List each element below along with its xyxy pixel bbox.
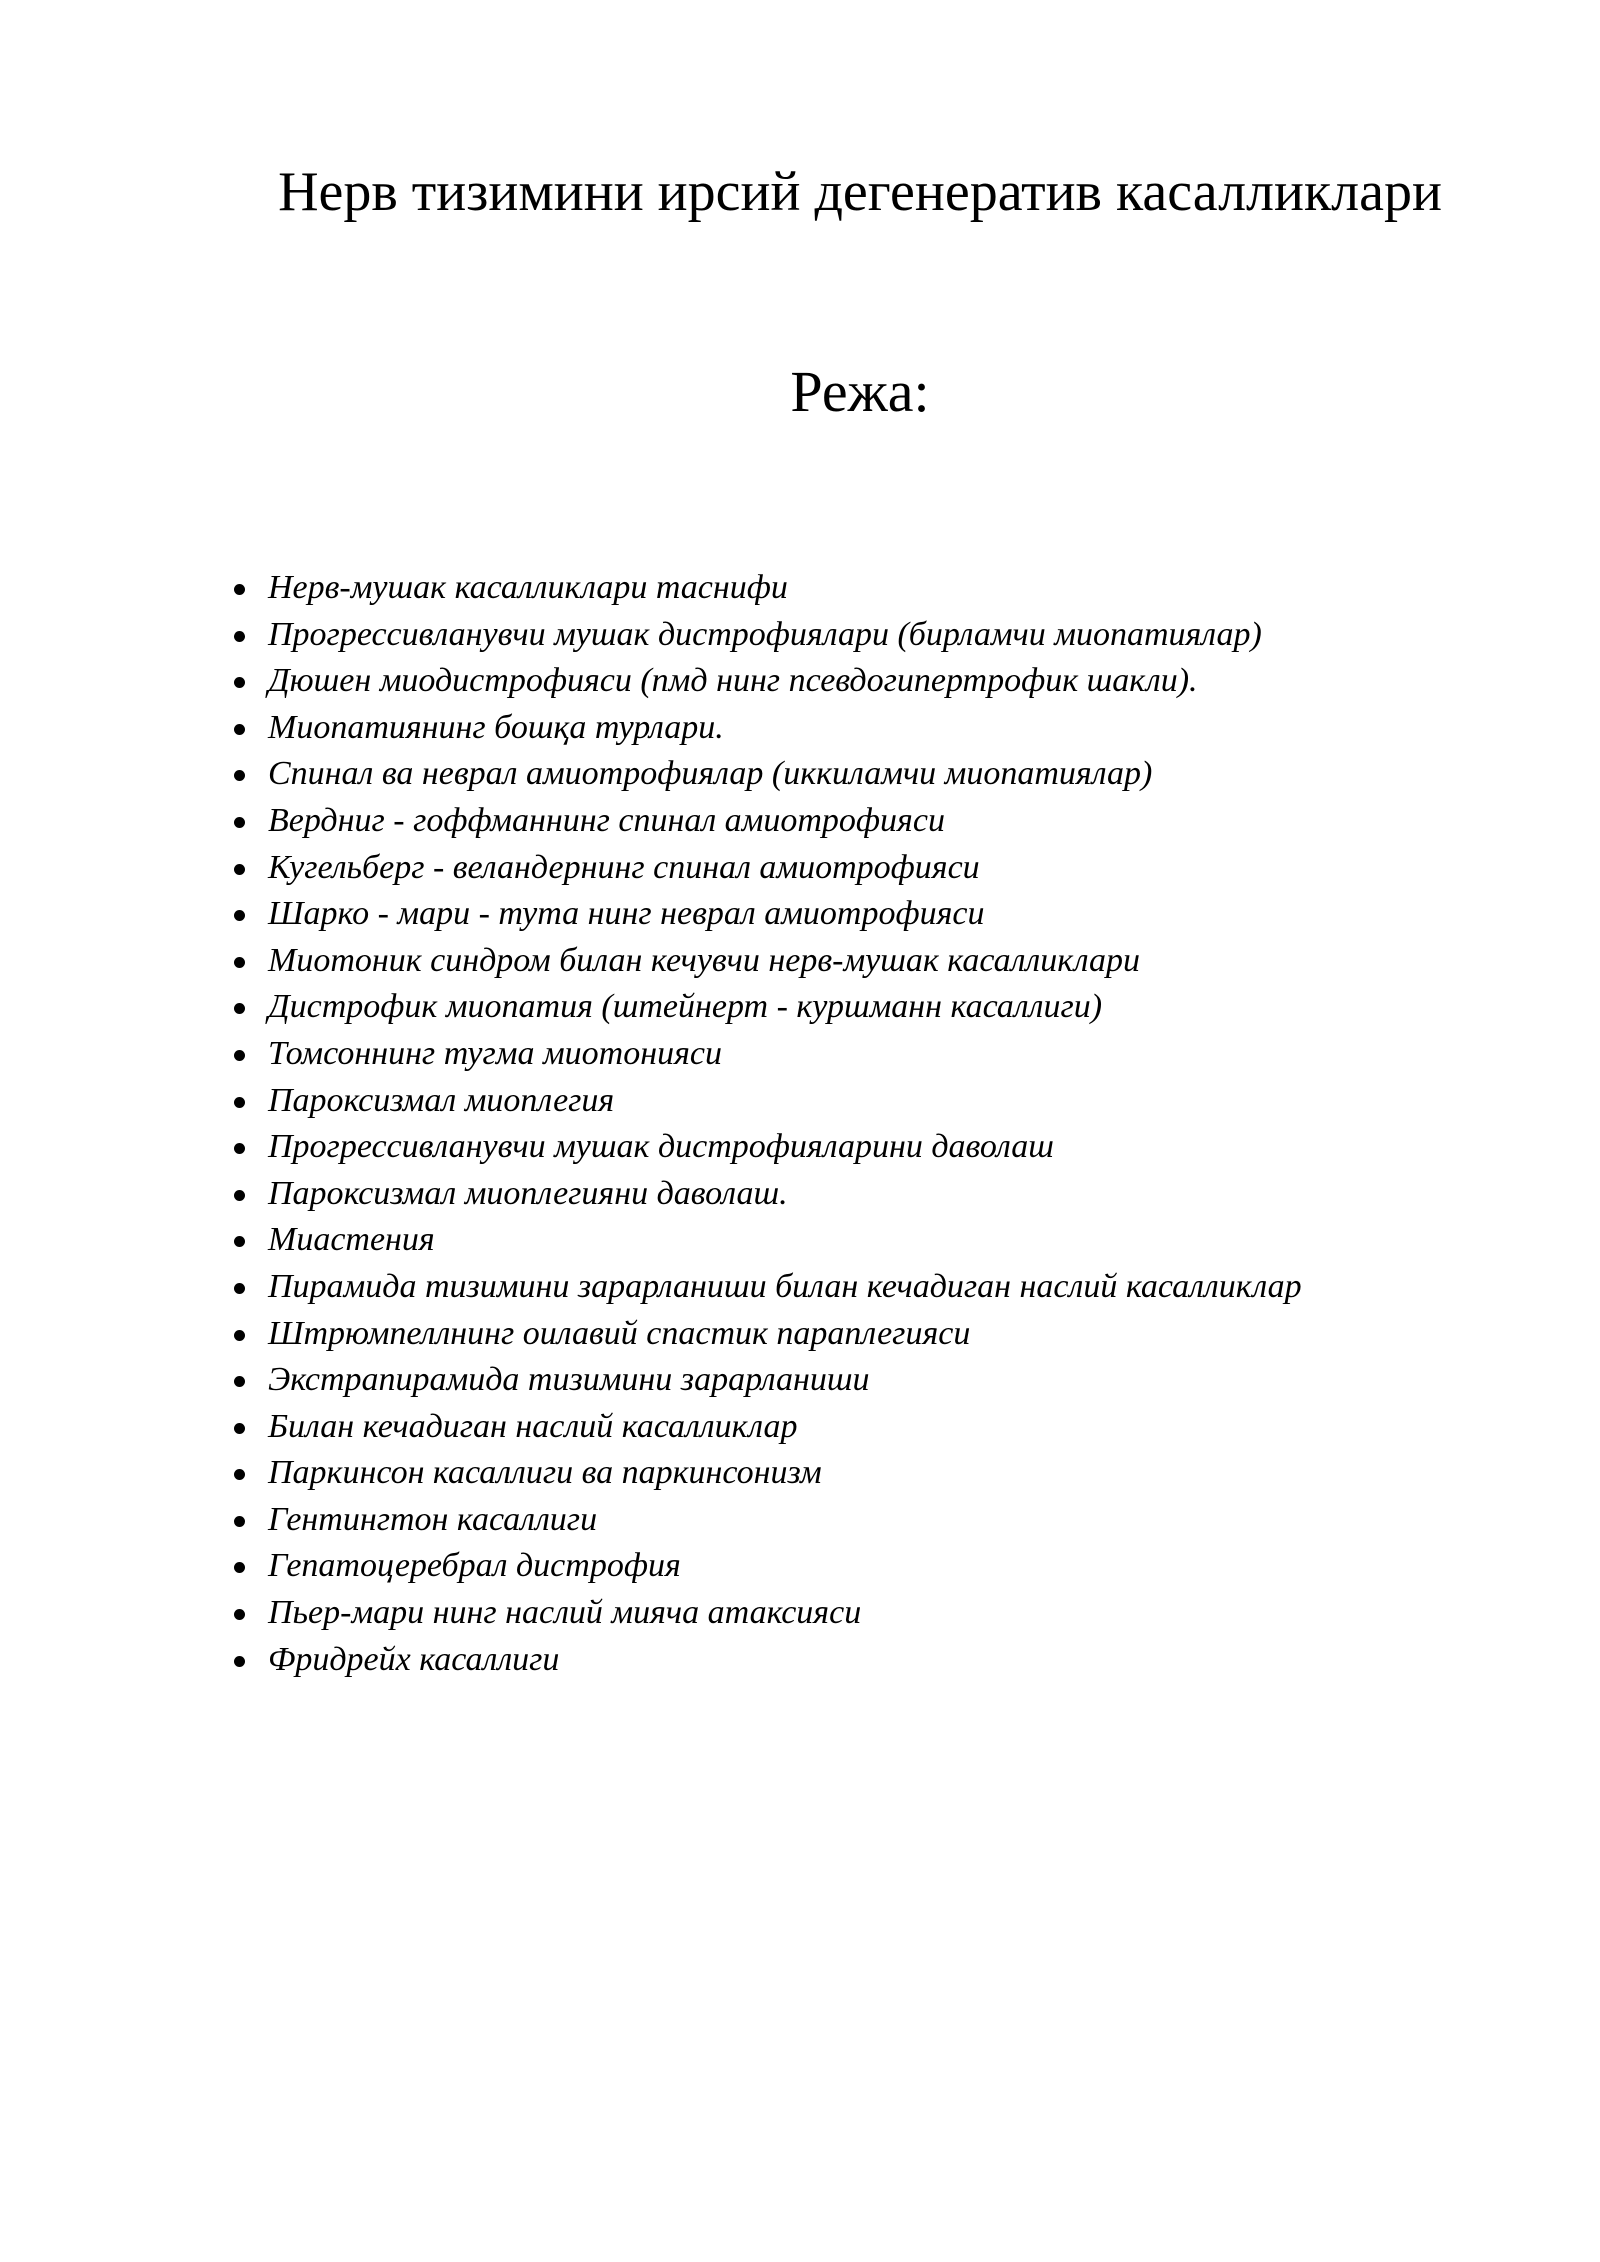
plan-heading: Режа: (790, 359, 930, 424)
plan-list-item (232, 751, 1302, 798)
plan-item-text: Экстрапирамида тизимини зарарланиши (268, 1361, 870, 1399)
bullet-icon (234, 770, 245, 781)
plan-item-text: Шарко - мари - тута нинг неврал амиотрофияси (268, 895, 985, 933)
plan-item-text: Миастения (268, 1221, 435, 1259)
plan-list-item (232, 1078, 1302, 1125)
bullet-icon (234, 864, 245, 875)
plan-item-text: Миопатиянинг бошқа турлари. (268, 708, 724, 746)
plan-list-item (232, 1543, 1302, 1590)
plan-item-text: Пароксизмал миоплегияни даволаш. (268, 1174, 788, 1212)
plan-item-text: Гепатоцеребрал дистрофия (268, 1547, 681, 1585)
bullet-icon (234, 631, 245, 642)
plan-item-text: Пьер-мари нинг наслий мияча атаксияси (268, 1594, 862, 1632)
plan-list-item (232, 1171, 1302, 1218)
bullet-icon (234, 1097, 245, 1108)
bullet-icon (234, 1143, 245, 1154)
bullet-icon (234, 1003, 245, 1014)
plan-item-text: Миотоник синдром билан кечувчи нерв-мушак касалликлари (268, 941, 1141, 979)
bullet-icon (234, 1423, 245, 1434)
plan-list-item (232, 612, 1302, 659)
plan-list-item (232, 658, 1302, 705)
plan-list-item (232, 565, 1302, 612)
plan-item-text: Вердниг - гоффманнинг спинал амиотрофияси (268, 801, 945, 839)
plan-item-text: Пирамида тизимини зарарланиши билан кечадиган наслий касалликлар (268, 1267, 1302, 1305)
plan-list-item (232, 1357, 1302, 1404)
plan-list-item (232, 1497, 1302, 1544)
bullet-icon (234, 957, 245, 968)
plan-item-text: Прогрессивланувчи мушак дистрофиялари (бирламчи миопатиялар) (268, 615, 1262, 653)
plan-item-text: Штрюмпеллнинг оилавий спастик параплегияси (268, 1314, 971, 1352)
bullet-icon (234, 1656, 245, 1667)
plan-item-text: Гентингтон касаллиги (268, 1500, 598, 1538)
plan-item-text: Дистрофик миопатия (штейнерт - куршманн касаллиги) (268, 988, 1103, 1026)
plan-list-item (232, 798, 1302, 845)
plan-item-text: Дюшен миодистрофияси (пмд нинг псевдогипертрофик шакли). (268, 662, 1198, 700)
plan-list-item (232, 1217, 1302, 1264)
plan-item-text: Кугельберг - веландернинг спинал амиотрофияси (268, 848, 980, 886)
plan-list-item (232, 891, 1302, 938)
plan-list (232, 565, 1302, 1683)
bullet-icon (234, 910, 245, 921)
plan-list-item (232, 705, 1302, 752)
plan-list-item (232, 1311, 1302, 1358)
bullet-icon (234, 1283, 245, 1294)
plan-list-item (232, 1124, 1302, 1171)
plan-item-text: Билан кечадиган наслий касалликлар (268, 1407, 798, 1445)
bullet-icon (234, 1190, 245, 1201)
bullet-icon (234, 817, 245, 828)
bullet-icon (234, 677, 245, 688)
bullet-icon (234, 1562, 245, 1573)
plan-list-item (232, 1264, 1302, 1311)
bullet-icon (234, 1236, 245, 1247)
bullet-icon (234, 584, 245, 595)
bullet-icon (234, 1376, 245, 1387)
plan-item-text: Фридрейх касаллиги (268, 1640, 560, 1678)
plan-item-text: Томсоннинг тугма миотонияси (268, 1034, 722, 1072)
bullet-icon (234, 1469, 245, 1480)
plan-item-text: Нерв-мушак касалликлари таснифи (268, 569, 788, 606)
plan-list-item (232, 1637, 1302, 1684)
plan-list-item (232, 1404, 1302, 1451)
bullet-icon (234, 1330, 245, 1341)
plan-list-item (232, 1450, 1302, 1497)
plan-list-item (232, 984, 1302, 1031)
plan-list-item (232, 938, 1302, 985)
document-title: Нерв тизимини ирсий дегенератив касалликлари (278, 161, 1442, 223)
plan-item-text: Спинал ва неврал амиотрофиялар (иккиламчи миопатиялар) (268, 755, 1153, 793)
plan-item-text: Паркинсон касаллиги ва паркинсонизм (268, 1454, 822, 1492)
bullet-icon (234, 1050, 245, 1061)
plan-list-item (232, 1590, 1302, 1637)
bullet-icon (234, 724, 245, 735)
plan-item-text: Пароксизмал миоплегия (268, 1081, 615, 1119)
bullet-icon (234, 1516, 245, 1527)
plan-list-item (232, 845, 1302, 892)
bullet-icon (234, 1609, 245, 1620)
plan-item-text: Прогрессивланувчи мушак дистрофияларини даволаш (268, 1128, 1054, 1166)
plan-list-item (232, 1031, 1302, 1078)
